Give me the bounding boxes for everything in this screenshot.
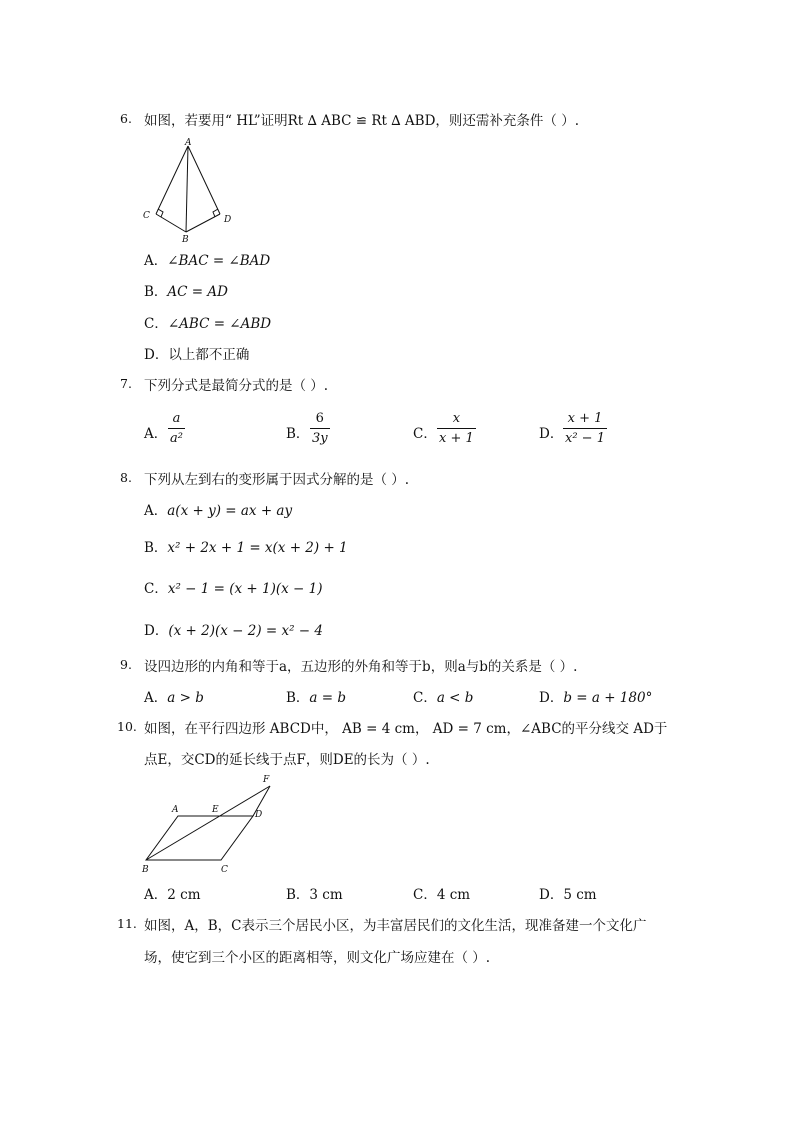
question-stem-line2: 场，使它到三个小区的距离相等，则文化广场应建在（ ）. (144, 950, 491, 966)
option-b: B．x² + 2x + 1 = x(x + 2) + 1 (144, 540, 348, 556)
question-number: 11. (117, 916, 137, 931)
question-stem-line1: 如图，在平行四边形 ABCD中， AB = 4 cm， AD = 7 cm，∠ABC的平分线交 AD于 (144, 721, 668, 737)
option-b: B．AC = AD (144, 284, 228, 300)
parallelogram-figure (138, 772, 288, 880)
option-a: A．2 cm (144, 887, 201, 903)
label-B: B (142, 865, 149, 875)
option-a-fraction: a a² (170, 411, 183, 446)
option-b-letter: B． (286, 426, 310, 442)
option-a: A．a > b (144, 690, 204, 706)
option-c: C．a < b (413, 690, 474, 706)
question-number: 6. (120, 111, 132, 126)
kite-figure (138, 136, 238, 246)
label-C: C (221, 865, 228, 875)
question-number: 9. (120, 657, 132, 672)
label-C: C (143, 211, 150, 221)
question-number: 8. (120, 470, 132, 485)
option-d: D．5 cm (539, 887, 597, 903)
option-a: A．∠BAC = ∠BAD (144, 253, 271, 269)
question-stem-line1: 如图，A，B，C表示三个居民小区，为丰富居民们的文化生活，现准备建一个文化广 (144, 918, 647, 934)
question-stem: 下列分式是最简分式的是（ ）. (144, 378, 329, 394)
question-stem: 如图，若要用“ HL”证明Rt ∆ ABC ≌ Rt ∆ ABD，则还需补充条件（ ）. (144, 113, 580, 129)
label-B: B (182, 235, 189, 245)
question-number: 7. (120, 376, 132, 391)
label-D: D (255, 810, 263, 820)
option-d-fraction: x + 1 x² − 1 (565, 411, 605, 446)
option-b-fraction: 6 3y (312, 411, 328, 446)
option-d: D．以上都不正确 (144, 347, 250, 363)
option-c-letter: C． (413, 426, 437, 442)
option-d: D．(x + 2)(x − 2) = x² − 4 (144, 623, 323, 639)
label-A: A (172, 805, 179, 815)
option-d-letter: D． (539, 426, 564, 442)
option-c-fraction: x x + 1 (439, 411, 474, 446)
option-a-letter: A． (144, 426, 168, 442)
question-stem: 下列从左到右的变形属于因式分解的是（ ）. (144, 472, 410, 488)
option-b: B．a = b (286, 690, 347, 706)
option-a: A．a(x + y) = ax + ay (144, 503, 293, 519)
label-A: A (185, 138, 192, 148)
option-c: C．4 cm (413, 887, 471, 903)
question-number: 10. (117, 719, 137, 734)
label-D: D (224, 215, 232, 225)
option-d: D．b = a + 180° (539, 690, 653, 706)
option-c: C．∠ABC = ∠ABD (144, 316, 272, 332)
question-stem: 设四边形的内角和等于a，五边形的外角和等于b，则a与b的关系是（ ）. (144, 659, 578, 675)
label-F: F (263, 775, 270, 785)
label-E: E (212, 805, 219, 815)
option-c: C．x² − 1 = (x + 1)(x − 1) (144, 581, 323, 597)
option-b: B．3 cm (286, 887, 343, 903)
question-stem-line2: 点E，交CD的延长线于点F，则DE的长为（ ）. (144, 752, 430, 768)
